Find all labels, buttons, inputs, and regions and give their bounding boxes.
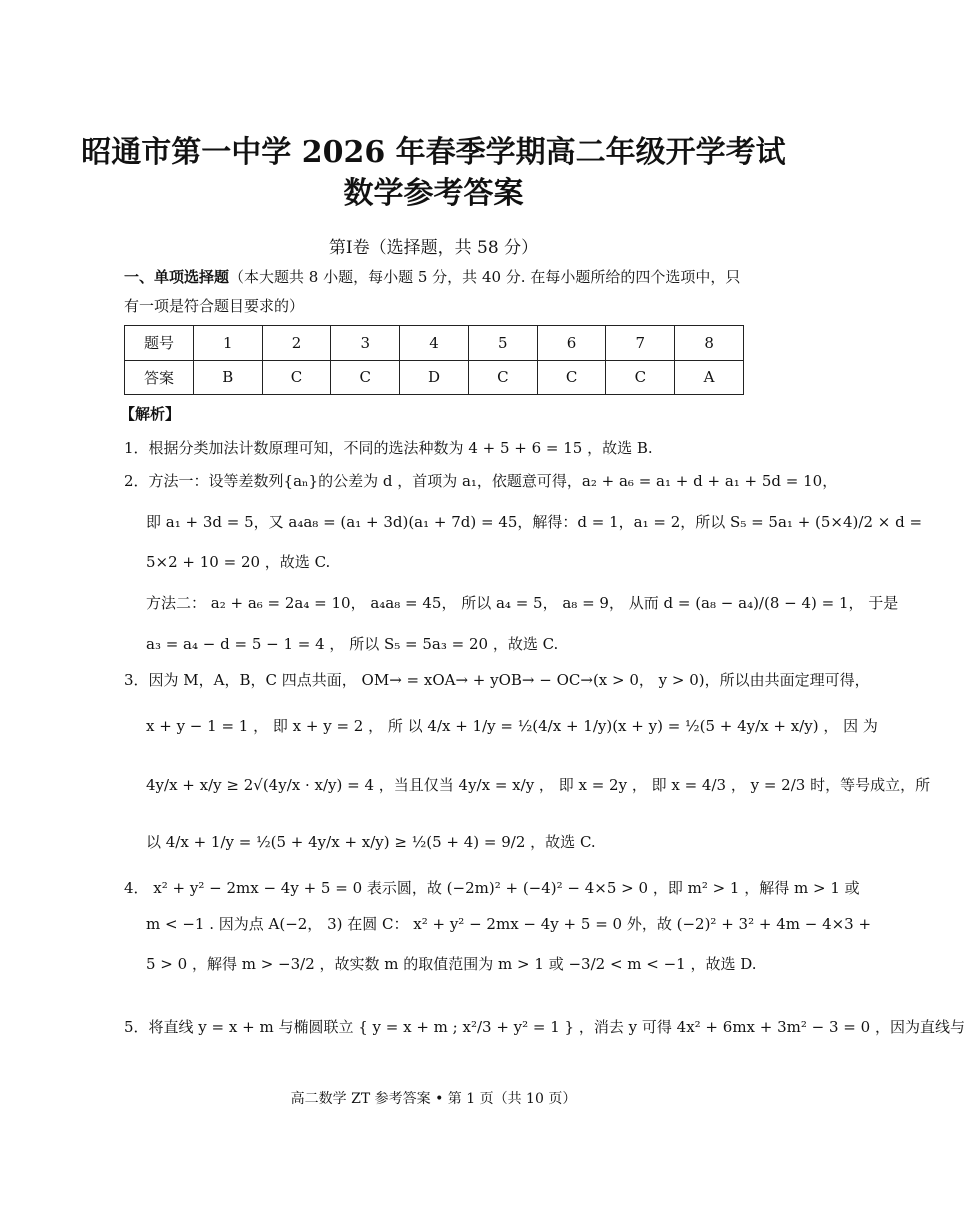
part-description: （本大题共 8 小题，每小题 5 分，共 40 分. 在每小题所给的四个选项中，只 bbox=[229, 268, 741, 286]
table-cell: C bbox=[606, 360, 675, 395]
table-cell: C bbox=[331, 360, 400, 395]
analysis-line: 以 4/x + 1/y = ½(5 + 4y/x + x/y) ≥ ½(5 + 4) = 9/2 ，故选 C. bbox=[146, 833, 596, 851]
part-heading: 一、单项选择题 bbox=[124, 268, 230, 286]
part-description-cont: 有一项是符合题目要求的） bbox=[124, 297, 305, 315]
page-footer: 高二数学 ZT 参考答案 • 第 1 页（共 10 页） bbox=[290, 1091, 577, 1107]
analysis-line: 1．根据分类加法计数原理可知，不同的选法种数为 4 + 5 + 6 = 15 ，故选 B. bbox=[124, 439, 653, 457]
analysis-line: 5．将直线 y = x + m 与椭圆联立 { y = x + m ; x²/3 + y² = 1 } ，消去 y 可得 4x² + 6mx + 3m² − 3 = 0 ，因为直线与 bbox=[124, 1018, 965, 1036]
table-cell: 4 bbox=[400, 326, 469, 361]
analysis-line: 5×2 + 10 = 20 ，故选 C. bbox=[146, 553, 331, 571]
table-cell: C bbox=[537, 360, 606, 395]
table-cell: A bbox=[675, 360, 744, 395]
table-row bbox=[125, 326, 744, 361]
table-cell: C bbox=[468, 360, 537, 395]
table-cell: D bbox=[400, 360, 469, 395]
analysis-line: 4． x² + y² − 2mx − 4y + 5 = 0 表示圆，故 (−2m)² + (−4)² − 4×5 > 0 ，即 m² > 1 ，解得 m > 1 或 bbox=[124, 879, 860, 897]
table-cell: 7 bbox=[606, 326, 675, 361]
row-label-number: 题号 bbox=[125, 326, 194, 361]
part-heading-line bbox=[124, 268, 740, 286]
table-cell: 5 bbox=[468, 326, 537, 361]
analysis-line: 方法二： a₂ + a₆ = 2a₄ = 10， a₄a₈ = 45， 所以 a₄ = 5， a₈ = 9， 从而 d = (a₈ − a₄)/(8 − 4) = 1， 于是 bbox=[146, 594, 899, 612]
table-cell: 3 bbox=[331, 326, 400, 361]
analysis-line: 5 > 0 ，解得 m > −3/2 ，故实数 m 的取值范围为 m > 1 或 −3/2 < m < −1 ，故选 D. bbox=[146, 955, 757, 973]
analysis-line: 2．方法一：设等差数列{aₙ}的公差为 d ，首项为 a₁，依题意可得，a₂ + a₆ = a₁ + d + a₁ + 5d = 10， bbox=[124, 472, 838, 490]
table-cell: 8 bbox=[675, 326, 744, 361]
analysis-line: 3．因为 M，A，B，C 四点共面， OM→ = xOA→ + yOB→ − OC→(x > 0， y > 0)，所以由共面定理可得， bbox=[124, 671, 870, 689]
analysis-label: 【解析】 bbox=[120, 405, 181, 423]
table-cell: 6 bbox=[537, 326, 606, 361]
title-line-1: 昭通市第一中学 2026 年春季学期高二年级开学考试 bbox=[81, 135, 786, 170]
analysis-line: a₃ = a₄ − d = 5 − 1 = 4 ， 所以 S₅ = 5a₃ = 20 ，故选 C. bbox=[146, 635, 559, 653]
answer-table bbox=[124, 325, 744, 395]
table-cell: B bbox=[193, 360, 262, 395]
analysis-line: 即 a₁ + 3d = 5，又 a₄a₈ = (a₁ + 3d)(a₁ + 7d) = 45，解得：d = 1，a₁ = 2，所以 S₅ = 5a₁ + (5×4)/2 × d = bbox=[146, 513, 923, 531]
title-line-2: 数学参考答案 bbox=[343, 176, 524, 211]
section-title: 第Ⅰ卷（选择题，共 58 分） bbox=[328, 238, 539, 258]
table-cell: C bbox=[262, 360, 331, 395]
analysis-line: x + y − 1 = 1 ， 即 x + y = 2 ， 所 以 4/x + 1/y = ½(4/x + 1/y)(x + y) = ½(5 + 4y/x + x/y) ， 因 为 bbox=[146, 717, 878, 735]
analysis-line: m < −1 . 因为点 A(−2， 3) 在圆 C： x² + y² − 2mx − 4y + 5 = 0 外，故 (−2)² + 3² + 4m − 4×3 + bbox=[146, 915, 872, 933]
table-cell: 2 bbox=[262, 326, 331, 361]
table-cell: 1 bbox=[193, 326, 262, 361]
row-label-answer: 答案 bbox=[125, 360, 194, 395]
analysis-line: 4y/x + x/y ≥ 2√(4y/x · x/y) = 4 ，当且仅当 4y/x = x/y ， 即 x = 2y ， 即 x = 4/3 ， y = 2/3 时，等号成立，所 bbox=[146, 776, 931, 794]
table-row bbox=[125, 360, 744, 395]
